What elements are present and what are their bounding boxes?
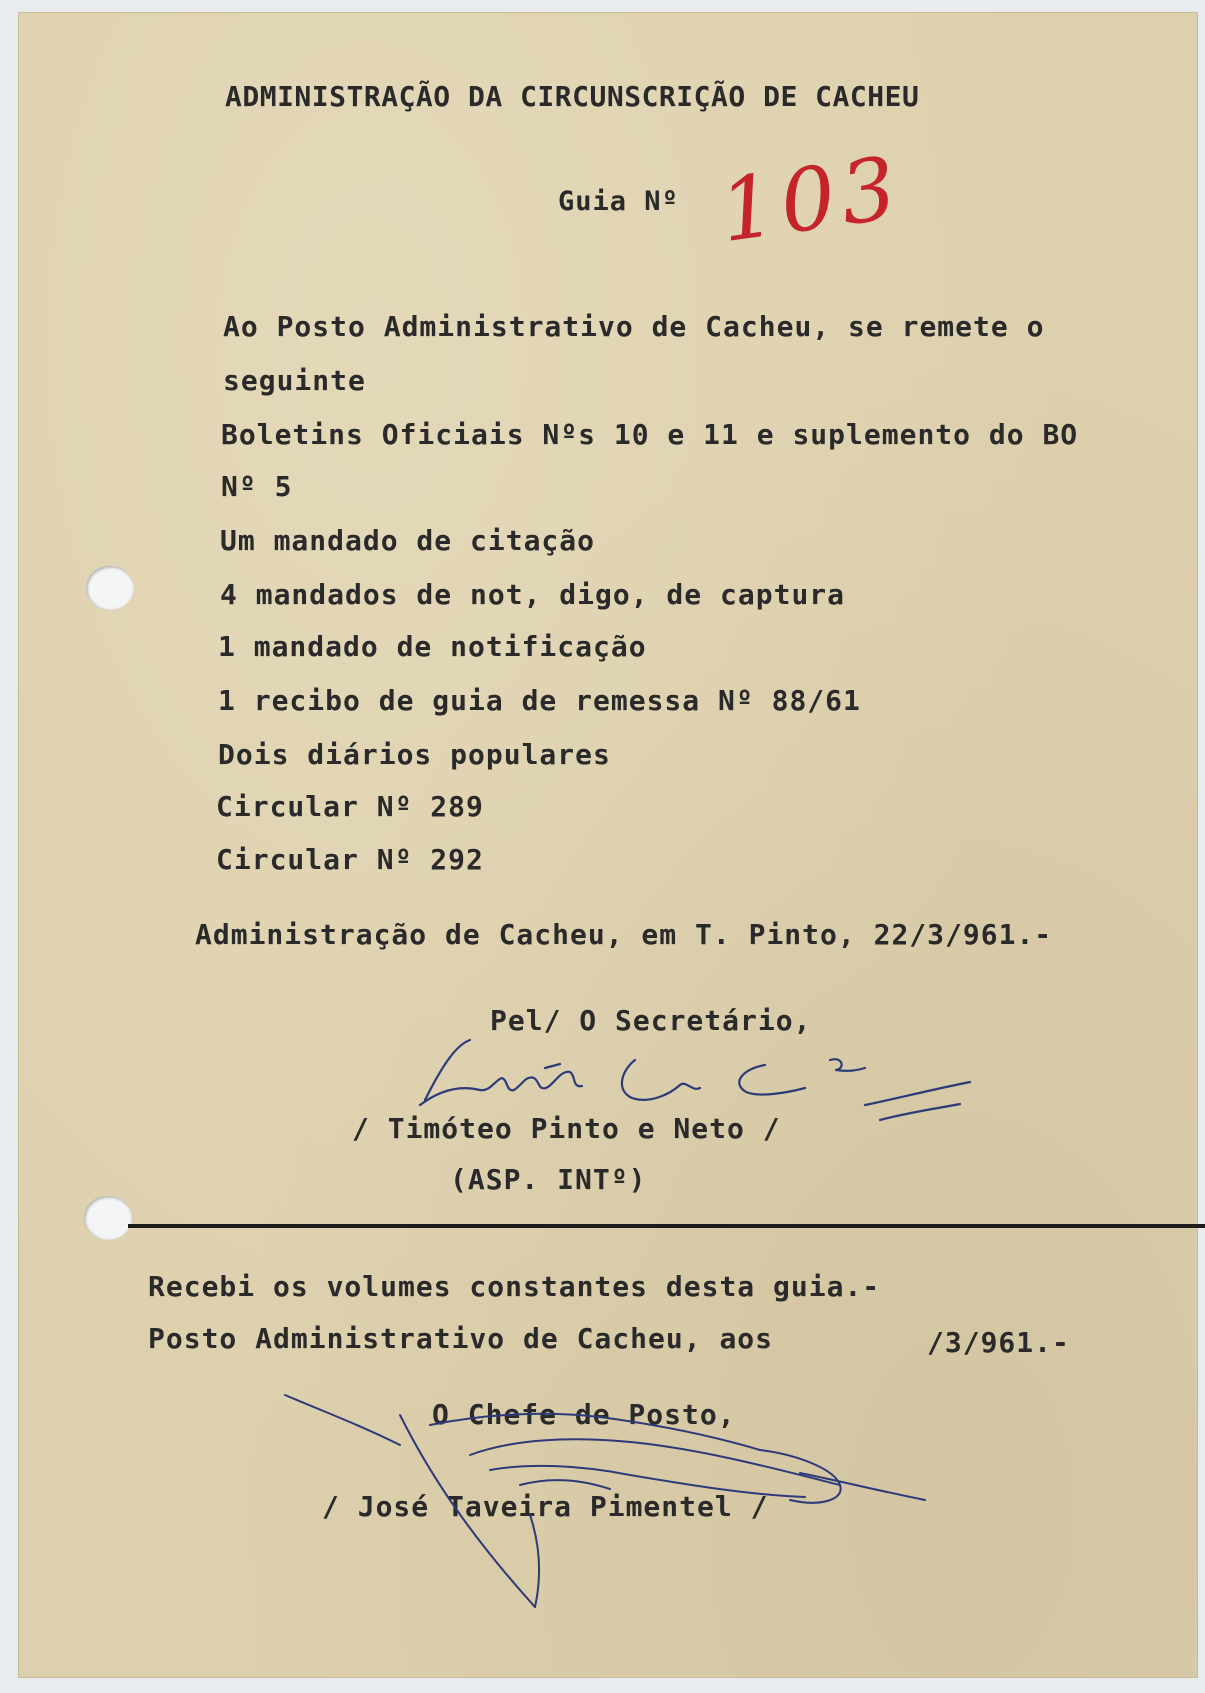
- guia-number: 103: [713, 137, 909, 263]
- body-line: seguinte: [223, 364, 366, 397]
- body-line: Circular Nº 289: [216, 790, 484, 823]
- body-line: 1 recibo de guia de remessa Nº 88/61: [218, 684, 861, 717]
- punch-hole: [84, 1196, 132, 1240]
- handwritten-signature: [280, 1385, 940, 1615]
- receipt-line: Posto Administrativo de Cacheu, aos: [148, 1322, 774, 1355]
- body-line: 4 mandados de not, digo, de captura: [220, 578, 846, 611]
- body-line: Circular Nº 292: [216, 843, 484, 876]
- body-line: Nº 5: [221, 470, 293, 503]
- body-line: 1 mandado de notificação: [218, 630, 647, 663]
- chief-title: O Chefe de Posto,: [432, 1398, 736, 1431]
- body-line: Um mandado de citação: [220, 524, 596, 557]
- document-header: ADMINISTRAÇÃO DA CIRCUNSCRIÇÃO DE CACHEU: [225, 80, 920, 113]
- guia-label: Guia Nº: [558, 186, 679, 217]
- chief-name: / José Taveira Pimentel /: [322, 1490, 769, 1523]
- body-line: Ao Posto Administrativo de Cacheu, se remete o: [223, 310, 1045, 343]
- signatory-name: / Timóteo Pinto e Neto /: [352, 1112, 781, 1145]
- body-line: Dois diários populares: [218, 738, 611, 771]
- punch-hole: [86, 566, 134, 610]
- signatory-rank: (ASP. INTº): [450, 1163, 647, 1196]
- place-date: Administração de Cacheu, em T. Pinto, 22/3/961.-: [195, 918, 1053, 951]
- receipt-line: Recebi os volumes constantes desta guia.-: [148, 1270, 881, 1303]
- receipt-date: /3/961.-: [927, 1326, 1070, 1359]
- section-divider: [128, 1224, 1205, 1228]
- signatory-title: Pel/ O Secretário,: [490, 1004, 812, 1037]
- body-line: Boletins Oficiais Nºs 10 e 11 e suplemento do BO: [221, 418, 1079, 451]
